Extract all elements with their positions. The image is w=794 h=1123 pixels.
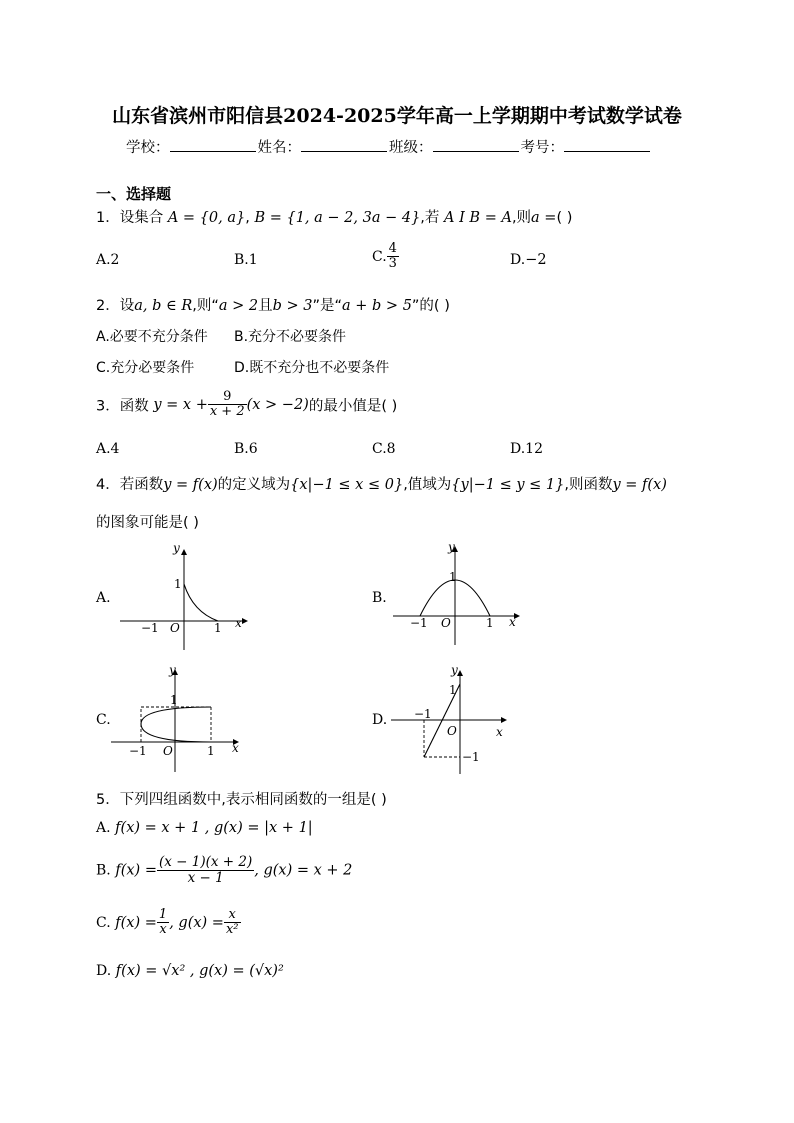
q4-option-b-label[interactable]: B.: [372, 590, 387, 606]
q4-graph-c: [108, 660, 248, 775]
q3-fraction: [208, 390, 247, 420]
q3-stem-a: 函数: [119, 398, 149, 415]
q1-set-a: A = {0, a}: [167, 210, 246, 226]
q3-frac-num: 9: [208, 390, 247, 405]
q1-set-b: B = {1, a − 2, 3a − 4}: [254, 210, 421, 226]
q4-graph-d: [388, 662, 518, 777]
q5-option-c[interactable]: [96, 908, 241, 938]
q2-option-c[interactable]: C.充分必要条件: [96, 360, 195, 376]
q4-graph-a: [115, 540, 255, 655]
q5-option-d-expr: f(x) = √x² , g(x) = (√x)²: [115, 963, 284, 979]
q4-range-set: {y|−1 ≤ y ≤ 1}: [451, 477, 565, 493]
q2-number: 2．: [96, 298, 120, 314]
q3-frac-den: x + 2: [209, 404, 245, 420]
q5-option-b-den: x − 1: [187, 869, 224, 886]
q5-option-c-num2: x: [224, 908, 241, 923]
graph-c-curve: [141, 707, 211, 742]
q2-option-b[interactable]: B.充分不必要条件: [234, 329, 347, 345]
q2-stem-b: 则“: [196, 298, 219, 314]
q4-stem-b: 的定义域为: [217, 477, 291, 493]
q4-func: y = f(x): [163, 477, 218, 493]
q2-stem-c: ”是“: [312, 298, 343, 314]
graph-d-y-label: y: [451, 663, 458, 677]
q2-cond2: b > 3: [272, 298, 313, 314]
q5-option-c-den1: x: [159, 922, 167, 938]
q5-option-c-g: , g(x) =: [169, 914, 224, 931]
q5-option-b-num: (x − 1)(x + 2): [158, 854, 253, 870]
q2-vars: a, b ∈ R: [134, 298, 193, 314]
q5-option-c-frac1: [157, 908, 169, 938]
q4-graph-b: [390, 537, 525, 647]
q3-option-a[interactable]: A.4: [96, 441, 120, 457]
q2-stem-a: 设: [119, 298, 135, 314]
graph-c-x-label: x: [232, 741, 239, 755]
question-5: [96, 788, 387, 809]
q1-ask: a =: [531, 210, 557, 226]
q5-option-b-f: f(x) =: [115, 862, 157, 879]
graph-a-one-y: 1: [174, 577, 182, 591]
q2-stem-d: ”的( ): [411, 298, 450, 314]
q5-option-c-den2: x²: [225, 922, 239, 938]
graph-c-one-x: 1: [207, 744, 215, 758]
q4-number: 4．: [96, 477, 120, 493]
q3-stem-b: 的最小值是( ): [308, 398, 398, 415]
q1-stem-a: 设集合: [119, 210, 164, 226]
graph-a-x-arrow: [242, 618, 248, 624]
q5-option-a-expr: f(x) = x + 1 , g(x) = |x + 1|: [115, 820, 313, 836]
q4-stem-c: ,值域为: [403, 477, 452, 493]
exam-title: 山东省滨州市阳信县2024-2025学年高一上学期期中考试数学试卷: [112, 105, 682, 127]
question-1: 1．设集合 A = {0, a}, B = {1, a − 2, 3a − 4},若 A I B = A,则a =( ): [96, 210, 573, 226]
graph-d-x-arrow: [501, 717, 507, 723]
q5-option-c-num1: 1: [158, 907, 168, 922]
graph-b-x-label: x: [509, 615, 516, 629]
q1-option-c-fraction: [387, 242, 399, 272]
q5-option-c-f: f(x) =: [115, 914, 157, 931]
q5-option-b[interactable]: [96, 855, 352, 886]
q4-stem-d: ,则函数: [564, 477, 613, 493]
q1-option-c-num: 4: [388, 241, 397, 256]
name-label: 姓名：: [257, 140, 301, 156]
graph-b-origin: O: [441, 616, 451, 630]
exam-number-label: 考号：: [520, 140, 564, 156]
graph-d-neg-one-x: −1: [414, 707, 432, 721]
graph-a-neg-one: −1: [141, 621, 159, 635]
question-3: [96, 390, 397, 420]
graph-d-one-y: 1: [449, 683, 457, 697]
q1-option-c-den: 3: [388, 256, 397, 272]
school-blank[interactable]: [170, 139, 256, 152]
q1-option-b[interactable]: B.1: [234, 252, 258, 268]
graph-c-neg-one: −1: [129, 744, 147, 758]
graph-d-y-arrow: [457, 670, 463, 676]
q2-and: 且: [258, 298, 273, 314]
graph-a-x-label: x: [235, 616, 242, 630]
q5-option-d-label: D.: [96, 963, 112, 979]
q4-option-d-label[interactable]: D.: [372, 712, 388, 728]
q5-option-b-label: B.: [96, 862, 111, 879]
q4-option-c-label[interactable]: C.: [96, 712, 111, 728]
class-label: 班级：: [389, 140, 433, 156]
q2-option-d[interactable]: D.既不充分也不必要条件: [234, 360, 390, 376]
q5-option-d[interactable]: [96, 963, 284, 979]
graph-a-origin: O: [170, 621, 180, 635]
q1-number: 1．: [96, 210, 120, 226]
graph-a-one-x: 1: [214, 621, 222, 635]
question-4: [96, 473, 667, 494]
graph-d-origin: O: [447, 724, 457, 738]
class-blank[interactable]: [433, 139, 519, 152]
section-title: 一、选择题: [96, 185, 172, 203]
q5-option-a[interactable]: [96, 820, 313, 836]
q5-number: 5．: [96, 792, 120, 808]
q5-option-b-g: , g(x) = x + 2: [254, 862, 353, 879]
graph-a-y-label: y: [173, 541, 180, 555]
graph-c-one-y: 1: [170, 693, 178, 707]
q2-option-a[interactable]: A.必要不充分条件: [96, 329, 208, 345]
q3-number: 3．: [96, 398, 120, 415]
graph-a-curve: [184, 584, 218, 621]
q3-option-b[interactable]: B.6: [234, 441, 258, 457]
q1-stem-b: 若: [424, 210, 440, 226]
q3-option-d[interactable]: D.12: [510, 441, 543, 457]
q3-option-c[interactable]: C.8: [372, 441, 396, 457]
graph-d-x-label: x: [496, 725, 503, 739]
q4-stem-a: 若函数: [119, 477, 164, 493]
student-info-line: [126, 136, 650, 157]
q4-domain-set: {x|−1 ≤ x ≤ 0}: [290, 477, 404, 493]
q4-option-a-label[interactable]: A.: [96, 590, 111, 606]
q2-cond3: a + b > 5: [342, 298, 412, 314]
q3-func: y = x +: [153, 396, 208, 413]
graph-c-dashed-box: [141, 707, 211, 742]
graph-b-neg-one: −1: [410, 616, 428, 630]
exam-number-blank[interactable]: [564, 139, 650, 152]
q5-option-a-label: A.: [96, 820, 111, 836]
q4-func2: y = f(x): [612, 477, 667, 493]
graph-b-one-x: 1: [486, 616, 494, 630]
q1-option-d-label: D.: [510, 252, 526, 268]
q5-option-b-fraction: [157, 855, 254, 886]
q1-option-d-value: −2: [525, 252, 547, 268]
name-blank[interactable]: [301, 139, 387, 152]
q5-option-c-label: C.: [96, 914, 111, 931]
graph-c-origin: O: [163, 744, 173, 758]
graph-b-y-label: y: [448, 540, 455, 554]
graph-a-y-arrow: [181, 549, 187, 555]
q1-stem-c: 则: [516, 210, 532, 226]
q3-domain: (x > −2): [246, 396, 309, 413]
q1-option-c[interactable]: [372, 242, 399, 272]
q1-option-c-label: C.: [372, 248, 387, 265]
q1-option-a[interactable]: A.2: [96, 252, 120, 268]
q1-paren: ( ): [556, 210, 573, 226]
q1-condition: A I B = A: [444, 210, 512, 226]
graph-b-one-y: 1: [449, 570, 457, 584]
graph-c-y-label: y: [169, 663, 176, 677]
school-label: 学校：: [126, 140, 170, 156]
q1-option-d[interactable]: [510, 252, 547, 268]
q5-stem: 下列四组函数中,表示相同函数的一组是( ): [119, 792, 387, 808]
q2-cond1: a > 2: [218, 298, 259, 314]
question-2: 2．设a, b ∈ R,则“a > 2且b > 3”是“a + b > 5”的( ): [96, 298, 450, 314]
q4-stem-e: 的图象可能是( ): [96, 515, 199, 531]
graph-d-neg-one-y: −1: [462, 750, 480, 764]
q5-option-c-frac2: [224, 908, 241, 938]
